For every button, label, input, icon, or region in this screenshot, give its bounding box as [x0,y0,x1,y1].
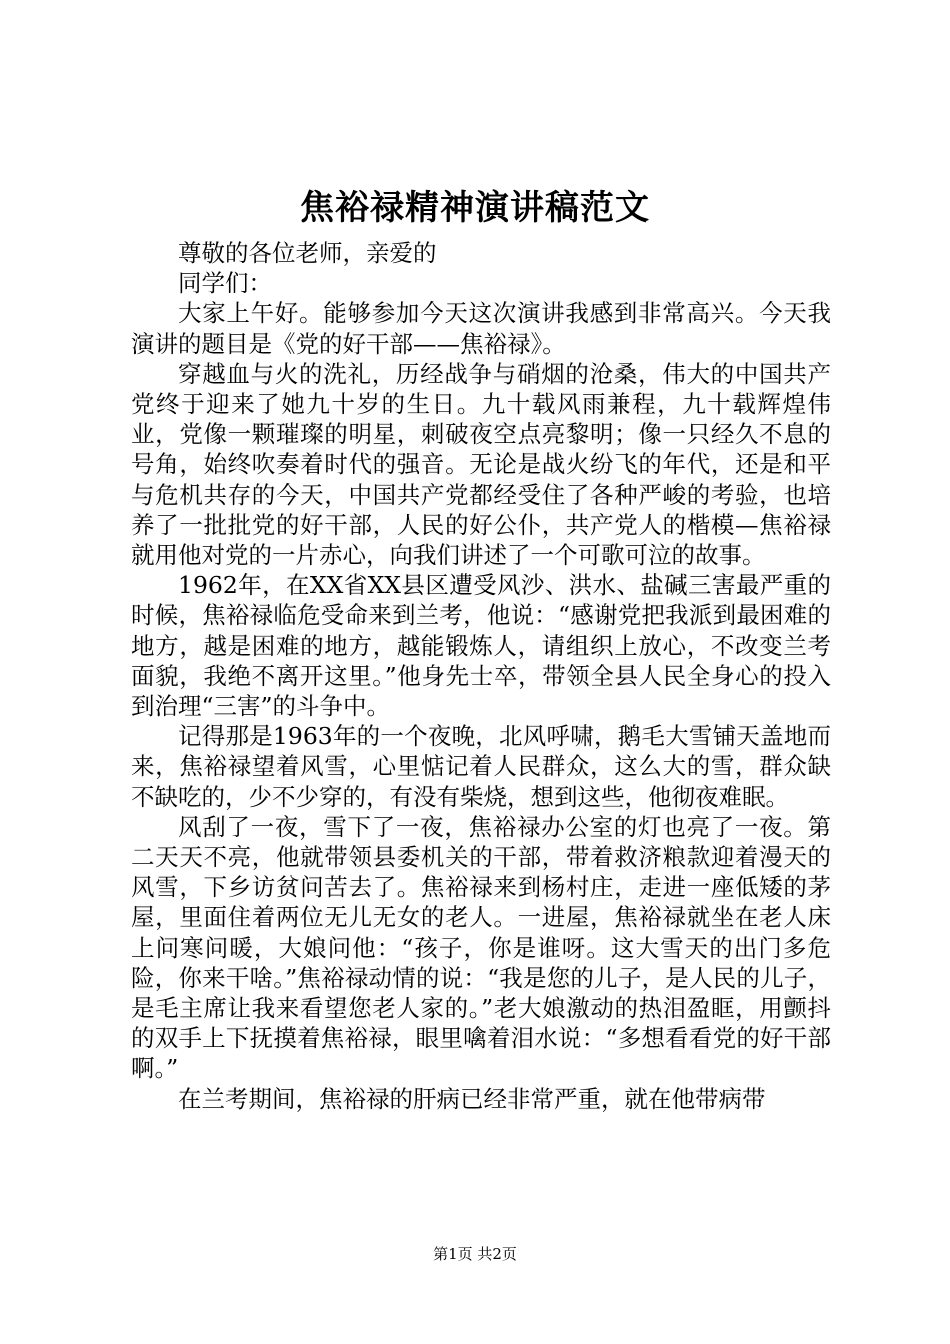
paragraph-party-history: 穿越血与火的洗礼，历经战争与硝烟的沧桑，伟大的中国共产党终于迎来了她九十岁的生日。九十载风雨兼程，九十载辉煌伟业，党像一颗璀璨的明星，刺破夜空点亮黎明；像一只经久不息的号角，始终吹奏着时代的强音。无论是战火纷飞的年代，还是和平与危机共存的今天，中国共产党都经受住了各种严峻的考验，也培养了一批批党的好干部，人民的好公仆，共产党人的楷模—焦裕禄就用他对党的一片赤心，向我们讲述了一个可歌可泣的故事。 [131,359,831,570]
document-title: 焦裕禄精神演讲稿范文 [300,188,650,228]
paragraph-visit: 风刮了一夜，雪下了一夜，焦裕禄办公室的灯也亮了一夜。第二天天不亮，他就带领县委机关的干部，带着救济粮款迎着漫天的风雪，下乡访贫问苦去了。焦裕禄来到杨村庄，走进一座低矮的茅屋，里面住着两位无儿无女的老人。一进屋，焦裕禄就坐在老人床上问寒问暖，大娘问他：“孩子，你是谁呀。这大雪天的出门多危险，你来干啥。”焦裕禄动情的说：“我是您的儿子，是人民的儿子，是毛主席让我来看望您老人家的。”老大娘激动的热泪盈眶，用颤抖的双手上下抚摸着焦裕禄，眼里噙着泪水说：“多想看看党的好干部啊。” [131,812,831,1083]
salutation-line-1: 尊敬的各位老师，亲爱的 [178,239,437,267]
salutation-line-2: 同学们： [178,269,272,298]
paragraph-greeting: 大家上午好。能够参加今天这次演讲我感到非常高兴。今天我演讲的题目是《党的好干部——焦裕禄》。 [131,299,831,358]
paragraph-illness: 在兰考期间，焦裕禄的肝病已经非常严重，就在他带病带 [178,1084,766,1113]
paragraph-1963-night: 记得那是1963年的一个夜晚，北风呼啸，鹅毛大雪铺天盖地而来，焦裕禄望着风雪，心里惦记着人民群众，这么大的雪，群众缺不缺吃的，少不少穿的，有没有柴烧，想到这些，他彻夜难眠。 [131,722,831,811]
document-body [131,238,831,1114]
paragraph-1962: 1962年，在XX省XX县区遭受风沙、洪水、盐碱三害最严重的时候，焦裕禄临危受命来到兰考，他说：“感谢党把我派到最困难的地方，越是困难的地方，越能锻炼人，请组织上放心，不改变兰考面貌，我绝不离开这里。”他身先士卒，带领全县人民全身心的投入到治理“三害”的斗争中。 [131,571,831,721]
page-footer: 第1页 共2页 [433,1245,517,1263]
